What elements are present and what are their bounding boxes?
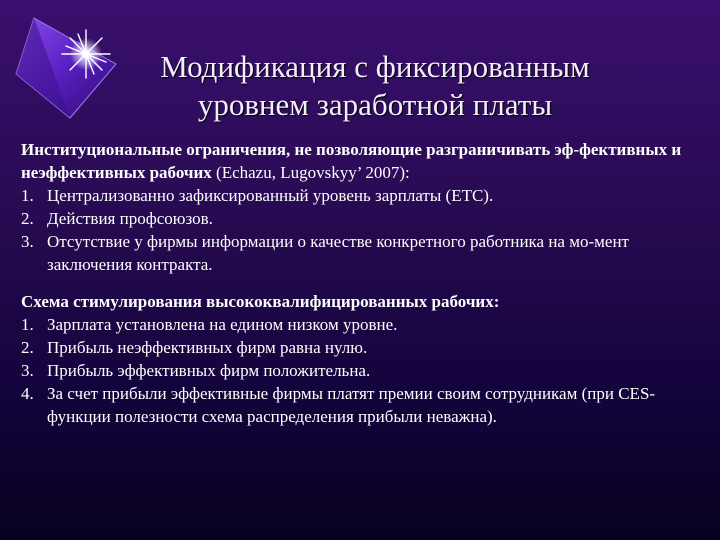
section-incentive-scheme	[21, 290, 703, 428]
section-1-lead-text: Институциональные ограничения, не позволяющие разграничивать эф-фективных и неэффективных рабочих	[21, 140, 682, 182]
list-item	[21, 184, 703, 207]
list-item-number: 2.	[21, 209, 34, 228]
section-2-list	[21, 313, 703, 428]
section-1-lead	[21, 138, 703, 184]
list-item	[21, 359, 703, 382]
list-item-number: 1.	[21, 186, 34, 205]
list-item	[21, 230, 703, 276]
list-item-text: За счет прибыли эффективные фирмы платят премии своим сотрудникам (при CES-функции полезности схема распределения прибыли неважна).	[47, 384, 656, 426]
list-item-text: Прибыль неэффективных фирм равна нулю.	[47, 338, 368, 357]
list-item-number: 2.	[21, 338, 34, 357]
list-item-text: Прибыль эффективных фирм положительна.	[47, 361, 371, 380]
list-item-number: 1.	[21, 315, 34, 334]
slide-title	[110, 48, 640, 124]
list-item	[21, 336, 703, 359]
list-item	[21, 382, 703, 428]
list-item	[21, 207, 703, 230]
list-item-text: Действия профсоюзов.	[47, 209, 213, 228]
list-item-number: 4.	[21, 384, 34, 403]
list-item-text: Отсутствие у фирмы информации о качестве конкретного работника на мо-мент заключения контракта.	[47, 232, 629, 274]
list-item-number: 3.	[21, 232, 34, 251]
slide-body	[21, 138, 703, 428]
sparkle-diamond-icon	[12, 14, 122, 124]
section-institutional-constraints	[21, 138, 703, 276]
section-2-lead: Схема стимулирования высококвалифицированных рабочих:	[21, 292, 500, 311]
section-1-list	[21, 184, 703, 276]
section-1-citation: (Echazu, Lugovskyy’ 2007):	[216, 163, 410, 182]
list-item-text: Зарплата установлена на едином низком уровне.	[47, 315, 398, 334]
list-item	[21, 313, 703, 336]
slide-title-line-1: Модификация с фиксированным	[160, 49, 590, 84]
list-item-number: 3.	[21, 361, 34, 380]
slide-title-line-2: уровнем заработной платы	[197, 87, 553, 122]
list-item-text: Централизованно зафиксированный уровень зарплаты (ETC).	[47, 186, 494, 205]
